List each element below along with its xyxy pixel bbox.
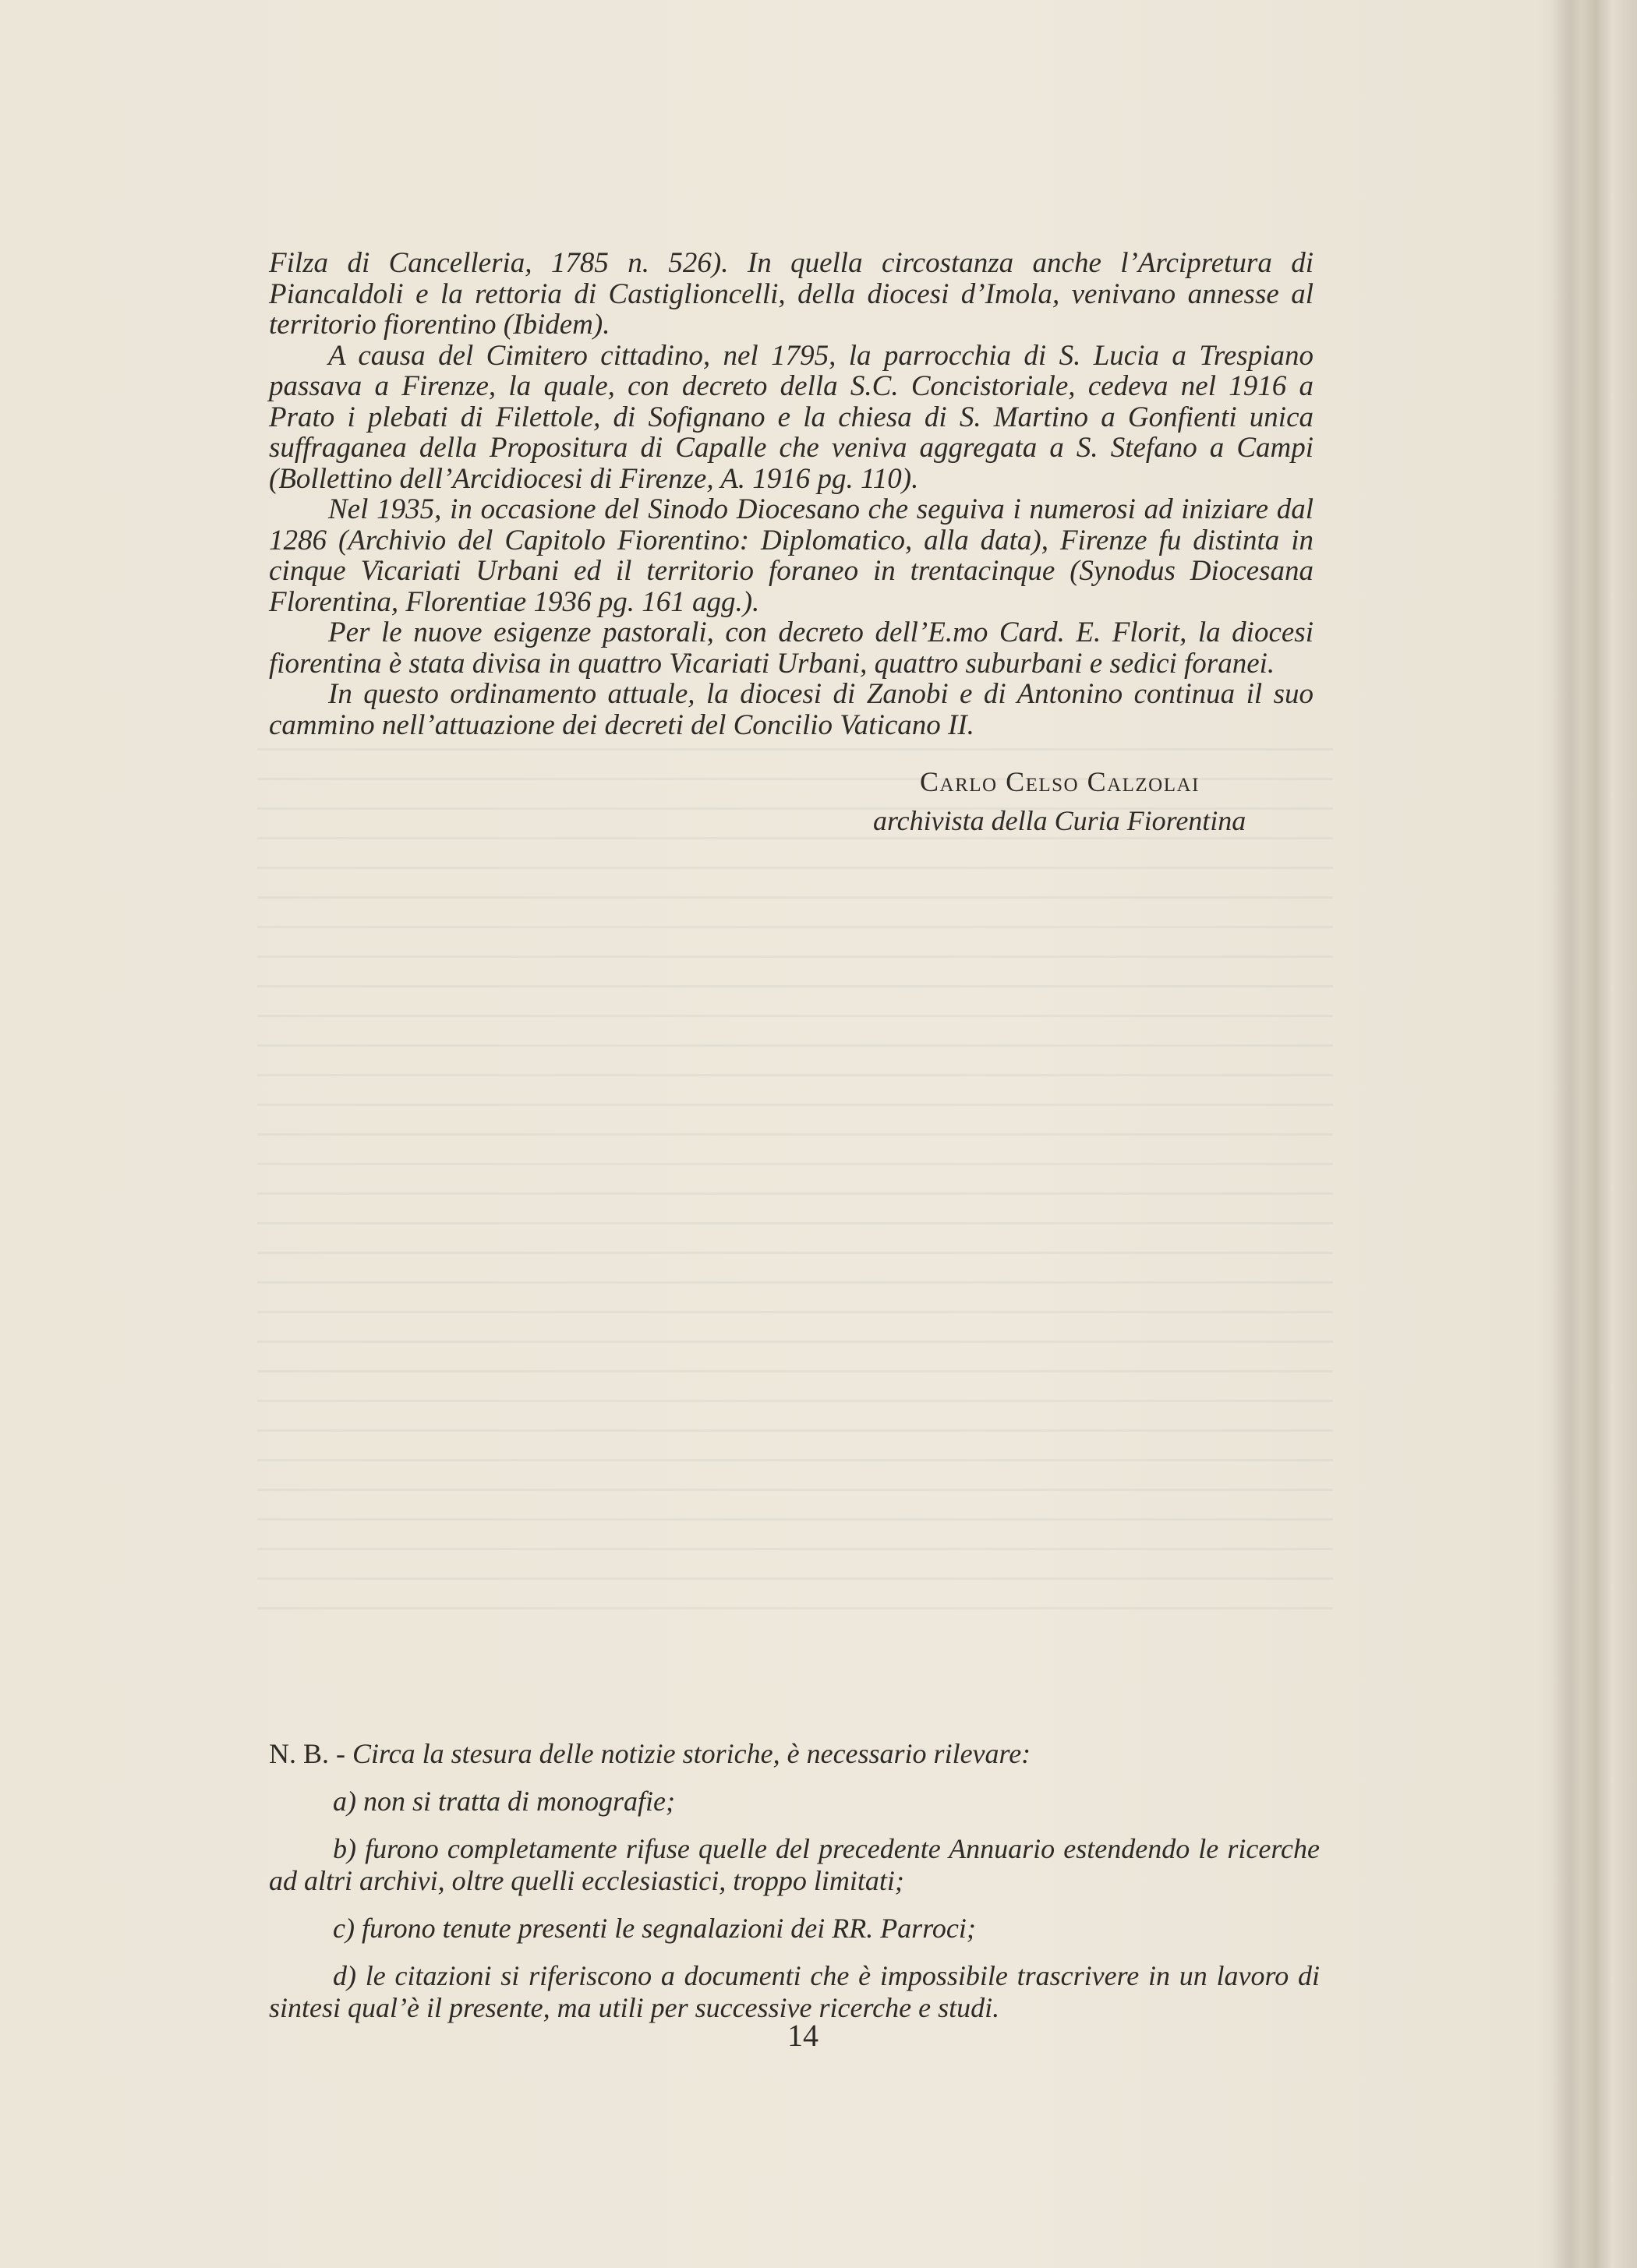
nota-bene-heading [269,1738,1320,1770]
spine-shadow [1551,0,1582,2268]
nota-bene-item-a: a) non si tratta di monografie; [333,1786,675,1817]
nota-bene-item-b: b) furono completamente rifuse quelle del precedente Annuario estendendo le ricerche ad altri archivi, oltre quelli ecclesiastici, troppo limitati; [269,1833,1320,1896]
nota-bene-label: N. B. - [269,1738,345,1769]
author-name: Carlo Celso Calzolai [920,766,1200,797]
paragraph-5: In questo ordinamento attuale, la diocesi di Zanobi e di Antonino continua il suo cammino nell’attuazione dei decreti del Concilio Vaticano II. [269,678,1313,741]
author-role: archivista della Curia Fiorentina [873,805,1246,836]
nota-bene-intro: Circa la stesura delle notizie storiche, è necessario rilevare: [352,1738,1031,1769]
nota-bene-item-d: d) le citazioni si riferiscono a documenti che è impossibile trascrivere in un lavoro di sintesi qual’è il presente, ma utili per successive ricerche e studi. [269,1960,1320,2023]
body-text [269,248,1313,740]
nota-bene-item-c: c) furono tenute presenti le segnalazioni dei RR. Parroci; [333,1913,976,1944]
nota-bene [269,1738,1320,2040]
signature-block [873,762,1278,840]
paragraph-1: Filza di Cancelleria, 1785 n. 526). In quella circostanza anche l’Arcipretura di Piancaldoli e la rettoria di Castiglioncelli, della diocesi d’Imola, venivano annesse al territorio fiorentino (Ibidem). [269,247,1313,341]
paragraph-2: A causa del Cimitero cittadino, nel 1795, la parrocchia di S. Lucia a Trespiano passava a Firenze, la quale, con decreto della S.C. Concistoriale, cedeva nel 1916 a Prato i plebati di Filettole, di Sofignano e la chiesa di S. Martino a Gonfienti unica suffraganea della Propositura di Capalle che veniva aggregata a S. Stefano a Campi (Bollettino dell’Arcidiocesi di Firenze, A. 1916 pg. 110). [269,339,1313,495]
page-number: 14 [787,2018,818,2053]
paragraph-4: Per le nuove esigenze pastorali, con decreto dell’E.mo Card. E. Florit, la diocesi fiorentina è stata divisa in quattro Vicariati Urbani, quattro suburbani e sedici foranei. [269,616,1313,680]
paragraph-3: Nel 1935, in occasione del Sinodo Diocesano che seguiva i numerosi ad iniziare dal 1286 (Archivio del Capitolo Fiorentino: Diplomatico, alla data), Firenze fu distinta in cinque Vicariati Urbani ed il territorio foraneo in trentacinque (Synodus Diocesana Florentina, Florentiae 1936 pg. 161 agg.). [269,493,1313,618]
bleed-through-texture [257,748,1333,1637]
